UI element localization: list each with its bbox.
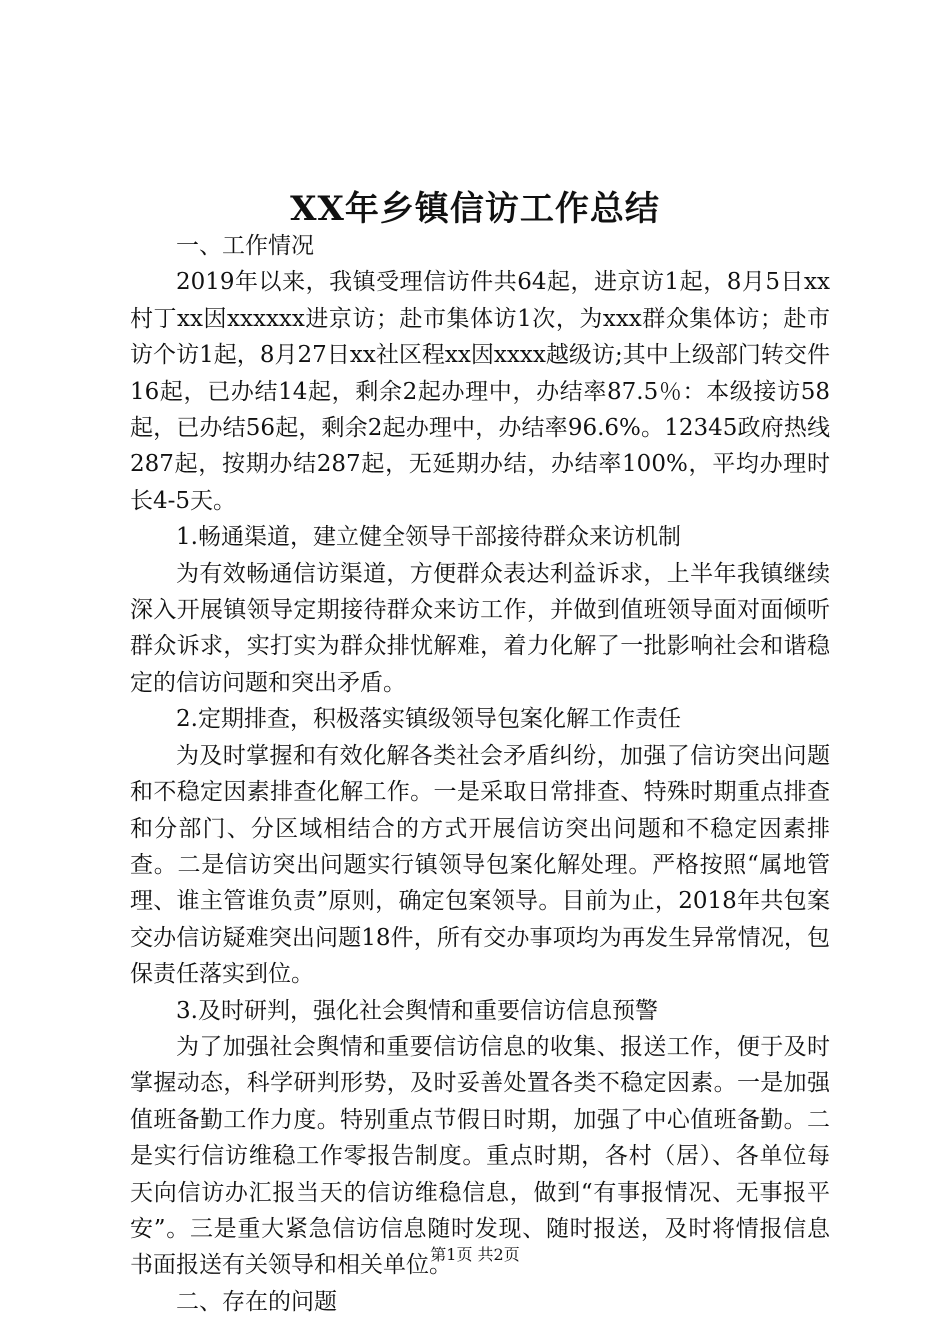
section-heading-work-status: 一、工作情况	[176, 233, 314, 259]
paragraph-inspection: 为及时掌握和有效化解各类社会矛盾纠纷，加强了信访突出问题和不稳定因素排查化解工作。一是采取日常排查、特殊时期重点排查和分部门、分区域相结合的方式开展信访突出问题和不稳定因素排查。二是信访突出问题实行镇领导包案化解处理。严格按照“属地管理、谁主管谁负责”原则，确定包案领导。目前为止，2018年共包案交办信访疑难突出问题18件，所有交办事项均为再发生异常情况，包保责任落实到位。	[130, 742, 830, 988]
page-footer: 第1页 共2页	[430, 1245, 520, 1264]
subheading-inspection: 2.定期排查，积极落实镇级领导包案化解工作责任	[176, 706, 681, 733]
paragraph-early-warning: 为了加强社会舆情和重要信访信息的收集、报送工作，便于及时掌握动态，科学研判形势，及时妥善处置各类不稳定因素。一是加强值班备勤工作力度。特别重点节假日时期，加强了中心值班备勤。二是实行信访维稳工作零报告制度。重点时期，各村（居）、各单位每天向信访办汇报当天的信访维稳信息，做到“有事报情况、无事报平安”。三是重大紧急信访信息随时发现、随时报送，及时将情报信息书面报送有关领导和相关单位。	[130, 1033, 830, 1279]
document-body	[130, 228, 830, 1320]
document-title: XX年乡镇信访工作总结	[290, 189, 660, 229]
subheading-channels: 1.畅通渠道，建立健全领导干部接待群众来访机制	[176, 524, 681, 551]
section-heading-problems: 二、存在的问题	[176, 1288, 337, 1315]
paragraph-statistics: 2019年以来，我镇受理信访件共64起，进京访1起，8月5日xx村丁xx因xxxxxx进京访；赴市集体访1次，为xxx群众集体访；赴市访个访1起，8月27日xx社区程xx因xxxx越级访;其中上级部门转交件16起，已办结14起，剩余2起办理中，办结率87.5％：本级接访58起，已办结56起，剩余2起办理中，办结率96.6%。12345政府热线287起，按期办结287起，无延期办结，办结率100%，平均办理时长4-5天。	[130, 269, 830, 514]
subheading-early-warning: 3.及时研判，强化社会舆情和重要信访信息预警	[176, 997, 658, 1024]
paragraph-channels: 为有效畅通信访渠道，方便群众表达利益诉求，上半年我镇继续深入开展镇领导定期接待群众来访工作，并做到值班领导面对面倾听群众诉求，实打实为群众排忧解难，着力化解了一批影响社会和谐稳定的信访问题和突出矛盾。	[130, 560, 830, 696]
